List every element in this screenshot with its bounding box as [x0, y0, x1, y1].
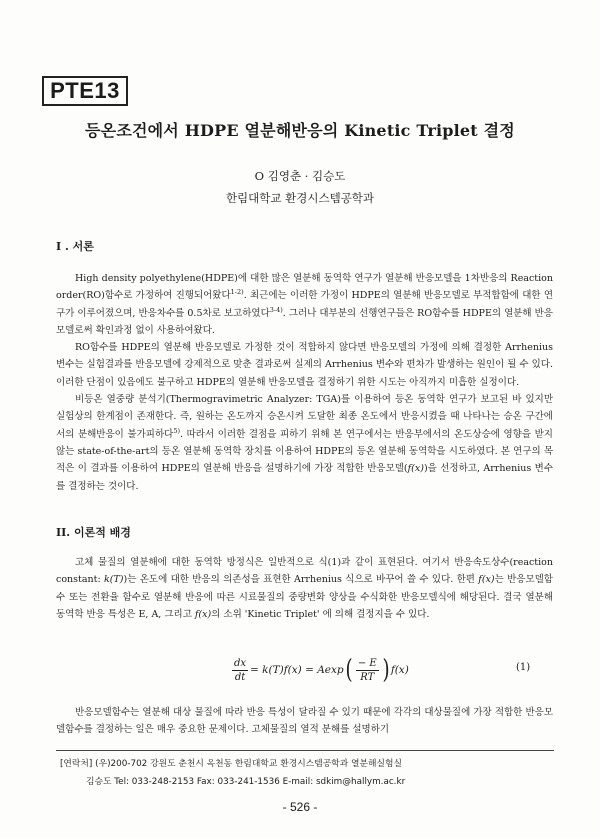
authors: O 김영춘 · 김승도 — [254, 169, 346, 183]
eq-tail: f(x) — [390, 664, 409, 676]
page-number: - 526 - — [282, 800, 318, 814]
intro-paragraph-3: 비등온 열중량 분석기(Thermogravimetric Analyzer: TGA)를 이용하여 등온 동역학 연구가 보고된 바 있지만 실험상의 한계점이 존재한다. 즉, 원하는 온도까지 승온시켜 도달한 최종 온도에서 반응시켰을 때 나타나는 승온 구간에서의 분해반응이 불가피하다$^{5)}$. 따라서 이러한 결점을 피하기 위해 본 연구에서는 반응부에서의 온도상승에 영향을 받지 않는 state-of-the-art의 등온 열분해 동역학 장치를 이용하여 HDPE의 등온 열분해 동역학을 시도하였다. 본 연구의 목적은 이 결과를 이용하여 HDPE의 열분해 반응을 설명하기에 가장 적합한 반응모델(f(x))을 선정하고, Arrhenius 변수를 결정하는 것이다. — [56, 394, 554, 492]
equation-number: (1) — [516, 662, 531, 673]
footer-divider — [56, 750, 554, 751]
paper-title: 등온조건에서 HDPE 열분해반응의 Kinetic Triplet 결정 — [85, 121, 515, 140]
section-1-body — [56, 270, 553, 495]
eq-derivative: $\frac{dx}{dt}$ — [234, 657, 247, 683]
theory-paragraph-2: 반응모델함수는 열분해 대상 물질에 따라 반응 특성이 달라질 수 있기 때문에 각각의 대상물질에 가장 적합한 반응모델함수를 결정하는 일은 매우 중요한 문제이다. 고체물질의 열적 분해를 설명하기 — [56, 707, 553, 736]
section-2-heading: II. 이론적 배경 — [56, 526, 131, 539]
session-code-badge: PTE13 — [42, 76, 128, 106]
eq-exponent: $\frac{- E}{RT}$ — [357, 657, 377, 683]
intro-paragraph-1: High density polyethylene(HDPE)에 대한 많은 열분해 동역학 연구가 열분해 반응모델을 1차반응의 Reaction order(RO)함수로 가정하여 진행되어왔다$^{1-2)}$. 최근에는 이러한 가정이 HDPE의 열분해 반응모델로 부적합함에 대한 연구가 이루어졌으며, 반응차수를 0.5차로 보고하였다$^{3-4)}$. 그러나 대부분의 선행연구들은 RO함수를 HDPE의 열분해 반응모델로써 확인과정 없이 사용하여왔다. — [56, 273, 553, 336]
contact-details: 김승도 Tel: 033-248-2153 Fax: 033-241-1536 E-mail: sdkim@hallym.ac.kr — [86, 777, 406, 787]
equation-1: $\frac{dx}{dt}$ = k(T)f(x) = Aexp ( $\frac{- E}{RT}$ ) f(x) (1) — [234, 655, 531, 685]
section-2-continued — [56, 704, 553, 739]
section-1-heading: I . 서론 — [56, 240, 94, 253]
section-2-body — [56, 554, 553, 623]
intro-paragraph-2: RO함수를 HDPE의 열분해 반응모델로 가정한 것이 적합하지 않다면 반응모델의 가정에 의해 결정한 Arrhenius 변수는 실험결과를 반응모델에 강제적으로 맞춘 결과로써 실제의 Arrhenius 변수와 편차가 발생하는 원인이 될 수 있다. 이러한 단점이 있음에도 불구하고 HDPE의 열분해 반응모델을 결정하기 위한 시도는 아직까지 미흡한 실정이다. — [56, 342, 553, 388]
theory-paragraph-1: 고체 물질의 열분해에 대한 동역학 방정식은 일반적으로 식(1)과 같이 표현된다. 여기서 반응속도상수(reaction constant: k(T))는 온도에 대한 반응의 의존성을 표현한 Arrhenius 식으로 바꾸어 쓸 수 있다. 한편 f(x)는 반응모델함수 또는 전환율 함수로 열분해 반응에 따른 시료물질의 중량변화 양상을 수식화한 반응모델식에 해당된다. 결국 열분해 동역학 반응 특성은 E, A, 그리고 f(x)의 소위 'Kinetic Triplet' 에 의해 결정지을 수 있다. — [56, 557, 553, 620]
eq-middle: = k(T)f(x) = Aexp — [250, 664, 344, 676]
contact-address: [연락처] (우)200-702 강원도 춘천시 옥천동 한림대학교 환경시스템공학과 열분해실험실 — [60, 759, 402, 769]
affiliation: 한림대학교 환경시스템공학과 — [225, 191, 375, 205]
